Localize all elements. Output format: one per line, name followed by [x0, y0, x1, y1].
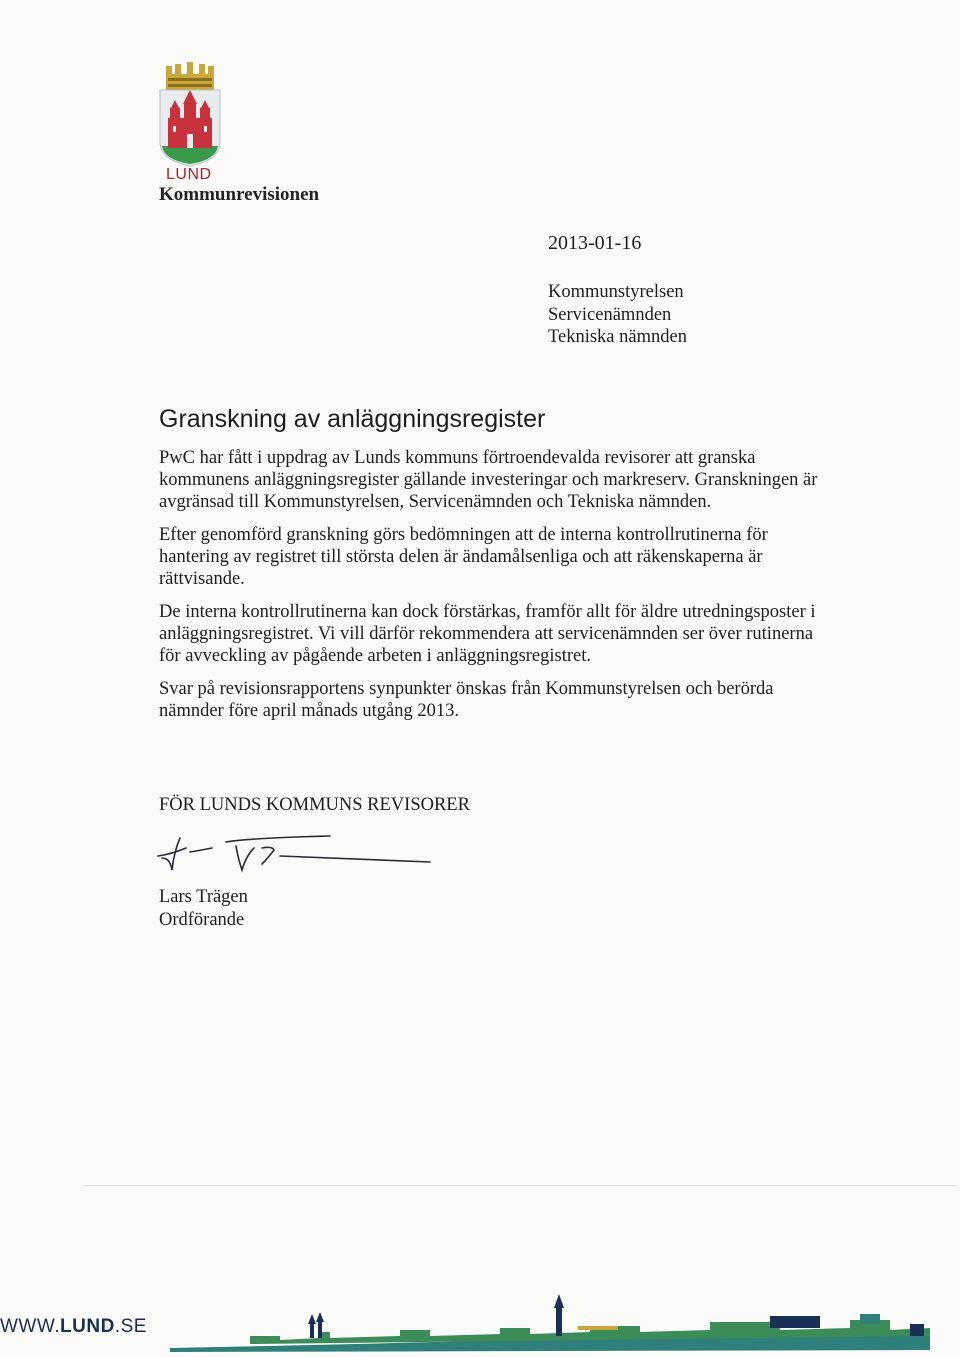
recipient: Kommunstyrelsen	[548, 282, 684, 302]
org-city: LUND	[166, 166, 212, 183]
body-paragraph: Svar på revisionsrapportens synpunkter önskas från Kommunstyrelsen och berörda nämnder före april månads utgång 2013.	[159, 679, 774, 721]
body-paragraph: De interna kontrollrutinerna kan dock förstärkas, framför allt för äldre utredningsposter i anläggningsregistret. Vi vill därför rekommendera att servicenämnden ser över rutinerna för avveckling av pågående arbeten i anläggningsregistret.	[159, 602, 816, 666]
letter-body	[159, 447, 829, 733]
city-skyline-icon	[170, 1292, 930, 1354]
recipient: Tekniska nämnden	[548, 327, 687, 347]
body-paragraph: Efter genomförd granskning görs bedömningen att de interna kontrollrutinerna för hantering av registret till största delen är ändamålsenliga och att räkenskaperna är rättvisande.	[159, 525, 768, 589]
website-domain: LUND	[60, 1316, 115, 1337]
letter-date: 2013-01-16	[548, 232, 642, 254]
signer-block	[159, 886, 248, 931]
website-address	[0, 1316, 147, 1338]
recipient-list	[548, 281, 687, 349]
recipient: Servicenämnden	[548, 304, 672, 325]
letter-title: Granskning av anläggningsregister	[159, 405, 546, 433]
body-paragraph: PwC har fått i uppdrag av Lunds kommuns förtroendevalda revisorer att granska kommunens anläggningsregister gällande investeringar och markreserv. Granskningen är avgränsad till Kommunstyrelsen, Servicenämnden och Tekniska nämnden.	[159, 448, 818, 512]
website-prefix: WWW.	[0, 1316, 61, 1337]
handwritten-signature-icon	[150, 828, 440, 883]
website-suffix: .SE	[114, 1316, 147, 1337]
closing-line: FÖR LUNDS KOMMUNS REVISORER	[159, 795, 470, 815]
lund-coat-of-arms-icon	[158, 60, 222, 168]
signer-title: Ordförande	[159, 909, 245, 930]
signer-name: Lars Trägen	[159, 887, 248, 907]
org-department: Kommunrevisionen	[159, 184, 320, 205]
footer-divider	[82, 1185, 958, 1186]
